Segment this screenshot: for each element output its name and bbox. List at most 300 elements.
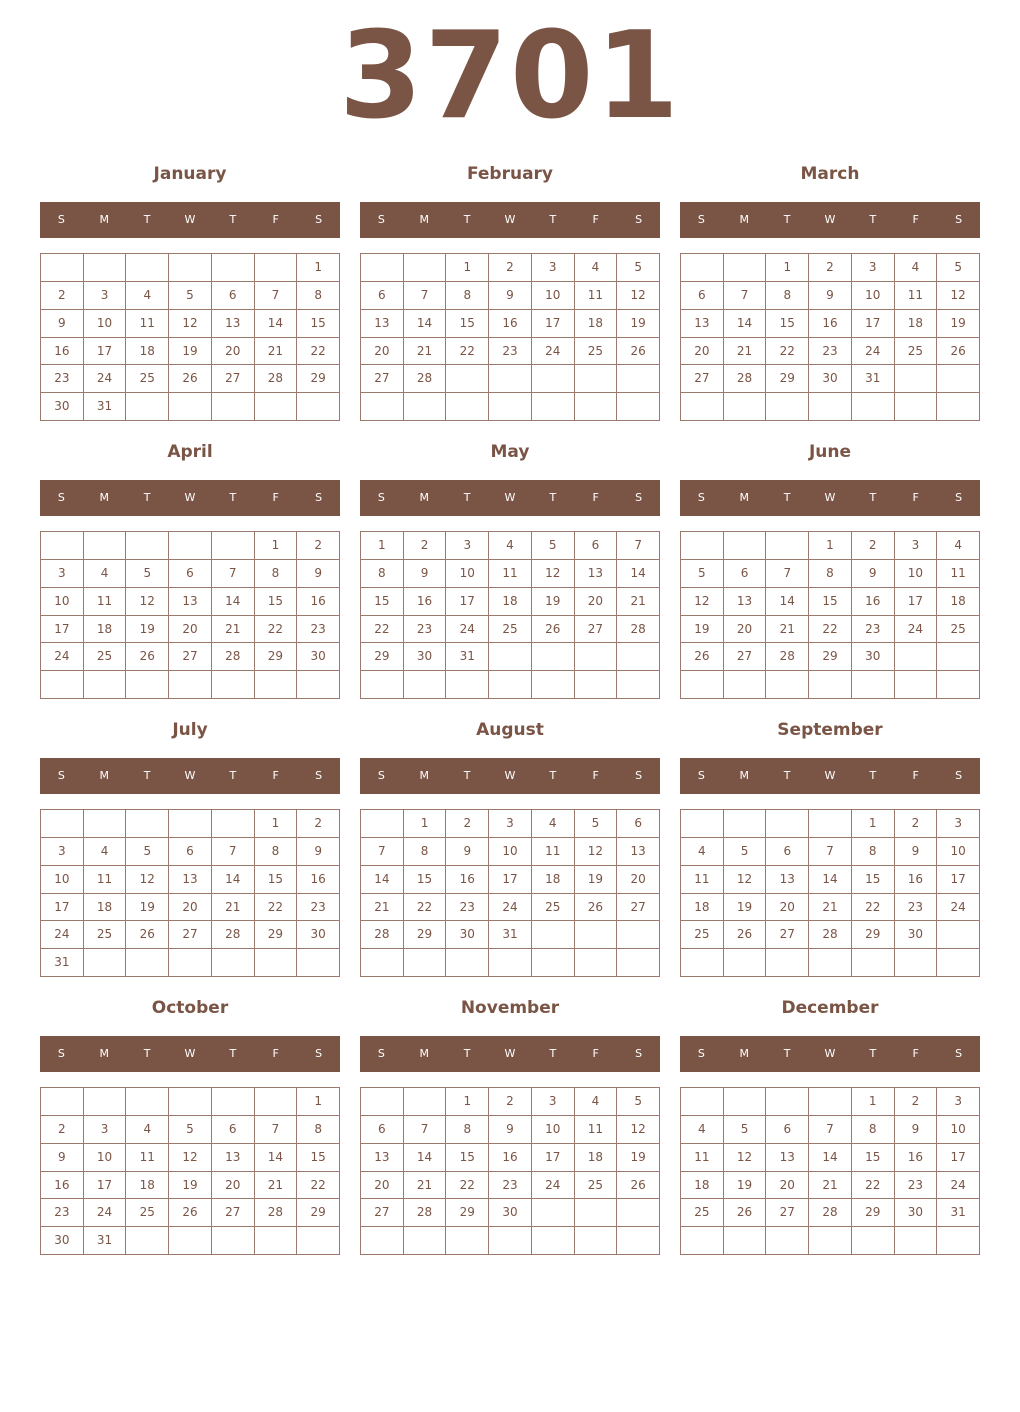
day-cell: 13 (169, 866, 212, 894)
day-cell: 13 (617, 838, 660, 866)
day-cell: 22 (361, 616, 404, 644)
day-cell: 1 (446, 1088, 489, 1116)
day-cell: 29 (361, 643, 404, 671)
day-cell: 17 (489, 866, 532, 894)
weekday-label: T (549, 213, 557, 226)
day-cell (681, 1227, 724, 1255)
day-cell: 8 (297, 282, 340, 310)
day-cell: 4 (84, 560, 127, 588)
day-cell: 9 (297, 838, 340, 866)
day-cell: 27 (361, 365, 404, 393)
day-cell: 7 (212, 838, 255, 866)
day-cell: 4 (575, 254, 618, 282)
day-cell: 8 (446, 1116, 489, 1144)
day-cell: 5 (532, 532, 575, 560)
day-cell: 16 (404, 588, 447, 616)
weekday-label: M (739, 769, 750, 782)
day-cell: 24 (41, 643, 84, 671)
day-cell (766, 810, 809, 838)
day-cell: 4 (126, 282, 169, 310)
day-cell: 26 (169, 365, 212, 393)
day-cell (575, 1227, 618, 1255)
day-cell: 19 (126, 616, 169, 644)
day-cell: 12 (937, 282, 980, 310)
day-cell: 30 (297, 643, 340, 671)
day-cell (361, 1088, 404, 1116)
day-cell: 28 (404, 1199, 447, 1227)
weekday-label: F (592, 1047, 599, 1060)
weekday-header (680, 758, 980, 794)
day-cell: 13 (575, 560, 618, 588)
day-cell: 30 (297, 921, 340, 949)
day-cell: 22 (446, 338, 489, 366)
day-cell: 29 (446, 1199, 489, 1227)
day-cell: 13 (169, 588, 212, 616)
day-cell (724, 393, 767, 421)
day-cell (169, 1227, 212, 1255)
day-cell: 7 (404, 282, 447, 310)
day-cell: 26 (126, 643, 169, 671)
day-cell (255, 671, 298, 699)
day-cell: 4 (126, 1116, 169, 1144)
weekday-label: S (377, 491, 385, 504)
day-cell (532, 949, 575, 977)
day-cell: 19 (126, 894, 169, 922)
day-cell (809, 671, 852, 699)
day-cell: 18 (937, 588, 980, 616)
day-grid (40, 809, 340, 977)
day-cell: 8 (809, 560, 852, 588)
day-cell (41, 810, 84, 838)
day-cell: 24 (489, 894, 532, 922)
day-cell: 19 (724, 1172, 767, 1200)
weekday-header (360, 1036, 660, 1072)
weekday-label: T (463, 213, 471, 226)
weekday-label: M (739, 1047, 750, 1060)
day-cell (41, 671, 84, 699)
day-cell: 20 (212, 338, 255, 366)
day-cell: 6 (361, 282, 404, 310)
day-cell (617, 1227, 660, 1255)
day-cell: 8 (446, 282, 489, 310)
day-cell (575, 949, 618, 977)
day-cell (937, 921, 980, 949)
day-cell: 14 (617, 560, 660, 588)
day-cell (724, 254, 767, 282)
day-cell (895, 671, 938, 699)
day-cell: 13 (361, 310, 404, 338)
day-cell: 23 (404, 616, 447, 644)
day-cell (84, 949, 127, 977)
day-cell: 19 (724, 894, 767, 922)
day-cell: 29 (255, 643, 298, 671)
day-cell: 10 (937, 838, 980, 866)
day-cell: 8 (852, 1116, 895, 1144)
day-cell: 9 (446, 838, 489, 866)
day-cell (681, 671, 724, 699)
day-cell: 1 (297, 254, 340, 282)
day-cell: 25 (126, 365, 169, 393)
weekday-label: W (824, 1047, 836, 1060)
day-cell (937, 365, 980, 393)
day-cell: 15 (297, 310, 340, 338)
day-cell: 20 (361, 338, 404, 366)
day-cell: 8 (404, 838, 447, 866)
weekday-label: S (57, 1047, 65, 1060)
day-cell (84, 671, 127, 699)
day-cell: 5 (681, 560, 724, 588)
day-cell: 26 (724, 921, 767, 949)
day-cell (255, 254, 298, 282)
day-cell (937, 1227, 980, 1255)
day-cell: 30 (895, 921, 938, 949)
day-cell (84, 254, 127, 282)
day-cell: 21 (809, 1172, 852, 1200)
day-cell: 25 (489, 616, 532, 644)
day-cell: 12 (724, 866, 767, 894)
day-cell: 1 (361, 532, 404, 560)
day-cell (766, 671, 809, 699)
weekday-header (680, 1036, 980, 1072)
day-cell: 31 (852, 365, 895, 393)
day-cell: 2 (41, 1116, 84, 1144)
day-cell: 6 (212, 1116, 255, 1144)
day-cell: 6 (766, 1116, 809, 1144)
weekday-label: S (955, 1047, 963, 1060)
day-cell: 25 (532, 894, 575, 922)
weekday-label: T (143, 769, 151, 782)
day-cell: 2 (446, 810, 489, 838)
day-cell: 28 (724, 365, 767, 393)
weekday-header (40, 480, 340, 516)
day-cell: 23 (895, 894, 938, 922)
weekday-label: W (824, 213, 836, 226)
day-cell: 10 (852, 282, 895, 310)
weekday-label: T (143, 213, 151, 226)
day-grid (680, 1087, 980, 1255)
day-cell: 6 (766, 838, 809, 866)
day-cell: 20 (212, 1172, 255, 1200)
day-cell (532, 671, 575, 699)
day-cell: 17 (852, 310, 895, 338)
day-cell (446, 671, 489, 699)
day-cell: 9 (404, 560, 447, 588)
day-cell: 7 (809, 838, 852, 866)
day-cell: 29 (852, 921, 895, 949)
day-cell: 8 (297, 1116, 340, 1144)
day-cell (489, 393, 532, 421)
day-cell: 3 (532, 1088, 575, 1116)
day-cell: 30 (41, 393, 84, 421)
day-cell (617, 921, 660, 949)
month-name: November (460, 998, 560, 1018)
day-cell: 24 (532, 1172, 575, 1200)
day-cell: 5 (617, 1088, 660, 1116)
day-cell: 4 (575, 1088, 618, 1116)
day-cell: 8 (852, 838, 895, 866)
day-cell (446, 365, 489, 393)
weekday-label: S (377, 1047, 385, 1060)
day-cell: 17 (84, 1172, 127, 1200)
weekday-label: S (635, 491, 643, 504)
day-cell: 26 (617, 338, 660, 366)
day-cell: 3 (489, 810, 532, 838)
weekday-label: W (824, 769, 836, 782)
day-cell (126, 810, 169, 838)
day-cell: 16 (446, 866, 489, 894)
day-cell (212, 254, 255, 282)
day-cell: 28 (766, 643, 809, 671)
weekday-label: T (143, 1047, 151, 1060)
day-cell: 27 (169, 643, 212, 671)
day-cell: 14 (212, 866, 255, 894)
day-cell: 1 (766, 254, 809, 282)
day-cell (169, 1088, 212, 1116)
day-cell: 3 (937, 810, 980, 838)
month-name: June (808, 442, 852, 462)
day-cell (617, 393, 660, 421)
day-cell: 10 (41, 866, 84, 894)
day-cell (532, 921, 575, 949)
day-cell: 24 (937, 1172, 980, 1200)
day-cell: 12 (575, 838, 618, 866)
weekday-header (40, 1036, 340, 1072)
weekday-label: T (143, 491, 151, 504)
day-cell (212, 671, 255, 699)
day-cell: 13 (724, 588, 767, 616)
day-cell: 8 (361, 560, 404, 588)
day-cell: 15 (297, 1144, 340, 1172)
weekday-label: T (783, 491, 791, 504)
day-cell: 20 (617, 866, 660, 894)
day-cell: 3 (852, 254, 895, 282)
day-cell (617, 671, 660, 699)
day-cell: 30 (404, 643, 447, 671)
day-cell (446, 393, 489, 421)
weekday-label: T (783, 213, 791, 226)
day-cell: 29 (297, 365, 340, 393)
day-cell: 28 (617, 616, 660, 644)
weekday-header (360, 480, 660, 516)
day-cell: 10 (84, 310, 127, 338)
day-cell (724, 1227, 767, 1255)
day-cell: 17 (41, 616, 84, 644)
day-cell (532, 1199, 575, 1227)
weekday-label: S (377, 769, 385, 782)
day-cell: 26 (681, 643, 724, 671)
day-cell: 30 (41, 1227, 84, 1255)
weekday-label: M (99, 1047, 110, 1060)
day-cell: 19 (169, 1172, 212, 1200)
day-cell: 21 (766, 616, 809, 644)
day-cell: 27 (724, 643, 767, 671)
day-cell: 15 (255, 588, 298, 616)
day-cell: 13 (212, 310, 255, 338)
day-cell: 16 (297, 866, 340, 894)
day-cell: 30 (489, 1199, 532, 1227)
day-cell (489, 643, 532, 671)
day-cell: 19 (681, 616, 724, 644)
day-cell (532, 365, 575, 393)
day-cell: 7 (809, 1116, 852, 1144)
day-cell (852, 393, 895, 421)
day-cell: 11 (895, 282, 938, 310)
day-cell: 16 (895, 866, 938, 894)
day-cell (937, 393, 980, 421)
day-cell: 10 (937, 1116, 980, 1144)
day-cell: 26 (724, 1199, 767, 1227)
day-cell (297, 949, 340, 977)
day-cell: 21 (809, 894, 852, 922)
day-cell: 3 (895, 532, 938, 560)
day-grid (360, 1087, 660, 1255)
day-cell: 2 (895, 1088, 938, 1116)
day-cell (446, 1227, 489, 1255)
day-cell: 11 (532, 838, 575, 866)
day-cell (212, 949, 255, 977)
month-april (40, 437, 340, 707)
day-cell: 4 (84, 838, 127, 866)
day-cell (681, 949, 724, 977)
day-cell (489, 365, 532, 393)
day-cell (809, 810, 852, 838)
day-cell: 10 (446, 560, 489, 588)
day-cell (895, 393, 938, 421)
day-cell: 12 (169, 310, 212, 338)
day-cell (297, 671, 340, 699)
day-cell (41, 1088, 84, 1116)
day-cell: 25 (84, 643, 127, 671)
month-name: October (151, 998, 229, 1018)
day-cell (361, 949, 404, 977)
day-cell: 3 (84, 282, 127, 310)
weekday-label: S (697, 769, 705, 782)
day-cell: 7 (255, 282, 298, 310)
day-cell: 28 (255, 365, 298, 393)
day-cell (766, 1227, 809, 1255)
day-cell: 20 (169, 616, 212, 644)
day-cell: 18 (126, 1172, 169, 1200)
day-cell (724, 810, 767, 838)
day-cell: 21 (212, 894, 255, 922)
day-cell: 5 (937, 254, 980, 282)
day-cell: 12 (126, 588, 169, 616)
day-cell (724, 949, 767, 977)
day-cell: 25 (895, 338, 938, 366)
day-cell (41, 254, 84, 282)
day-cell: 14 (724, 310, 767, 338)
day-cell (212, 532, 255, 560)
day-cell: 23 (297, 616, 340, 644)
day-cell: 20 (724, 616, 767, 644)
day-cell: 7 (404, 1116, 447, 1144)
day-cell: 14 (255, 1144, 298, 1172)
day-cell (937, 671, 980, 699)
day-cell: 14 (255, 310, 298, 338)
day-cell: 27 (766, 921, 809, 949)
day-cell: 5 (126, 838, 169, 866)
day-cell: 24 (84, 365, 127, 393)
day-cell: 4 (681, 838, 724, 866)
weekday-label: M (99, 213, 110, 226)
weekday-label: T (869, 769, 877, 782)
weekday-label: S (635, 213, 643, 226)
day-cell (575, 1199, 618, 1227)
day-cell: 24 (84, 1199, 127, 1227)
day-cell (169, 949, 212, 977)
weekday-label: T (229, 769, 237, 782)
month-name: March (800, 164, 860, 184)
day-cell: 6 (724, 560, 767, 588)
weekday-label: S (57, 491, 65, 504)
day-cell: 31 (446, 643, 489, 671)
day-cell: 20 (766, 1172, 809, 1200)
day-cell (212, 810, 255, 838)
day-cell: 25 (937, 616, 980, 644)
day-cell (404, 254, 447, 282)
day-cell: 13 (766, 866, 809, 894)
weekday-label: W (504, 491, 516, 504)
day-cell: 16 (489, 310, 532, 338)
day-cell: 27 (212, 365, 255, 393)
month-february (360, 159, 660, 429)
month-january (40, 159, 340, 429)
weekday-label: S (955, 491, 963, 504)
day-cell: 23 (297, 894, 340, 922)
day-cell: 3 (937, 1088, 980, 1116)
weekday-label: F (592, 213, 599, 226)
weekday-label: T (783, 1047, 791, 1060)
weekday-label: W (184, 491, 196, 504)
day-cell (895, 949, 938, 977)
day-cell (681, 1088, 724, 1116)
day-cell: 29 (404, 921, 447, 949)
day-cell: 17 (446, 588, 489, 616)
day-cell: 3 (446, 532, 489, 560)
day-cell: 28 (809, 1199, 852, 1227)
day-cell: 29 (297, 1199, 340, 1227)
day-cell: 21 (404, 338, 447, 366)
day-cell: 28 (809, 921, 852, 949)
day-cell: 15 (361, 588, 404, 616)
day-cell: 28 (255, 1199, 298, 1227)
day-cell: 20 (681, 338, 724, 366)
month-october (40, 993, 340, 1263)
day-cell (297, 1227, 340, 1255)
weekday-label: M (419, 491, 430, 504)
day-cell: 20 (766, 894, 809, 922)
day-cell (126, 532, 169, 560)
weekday-label: W (184, 769, 196, 782)
day-cell (809, 393, 852, 421)
day-cell: 2 (852, 532, 895, 560)
day-cell: 9 (489, 1116, 532, 1144)
day-cell (169, 254, 212, 282)
weekday-label: M (419, 1047, 430, 1060)
day-cell: 4 (532, 810, 575, 838)
day-cell: 27 (766, 1199, 809, 1227)
day-cell: 27 (575, 616, 618, 644)
day-cell: 8 (766, 282, 809, 310)
day-cell (681, 393, 724, 421)
day-cell: 29 (766, 365, 809, 393)
day-cell: 3 (84, 1116, 127, 1144)
day-cell: 12 (532, 560, 575, 588)
weekday-label: M (419, 213, 430, 226)
day-cell (617, 949, 660, 977)
day-grid (680, 253, 980, 421)
day-cell (895, 643, 938, 671)
